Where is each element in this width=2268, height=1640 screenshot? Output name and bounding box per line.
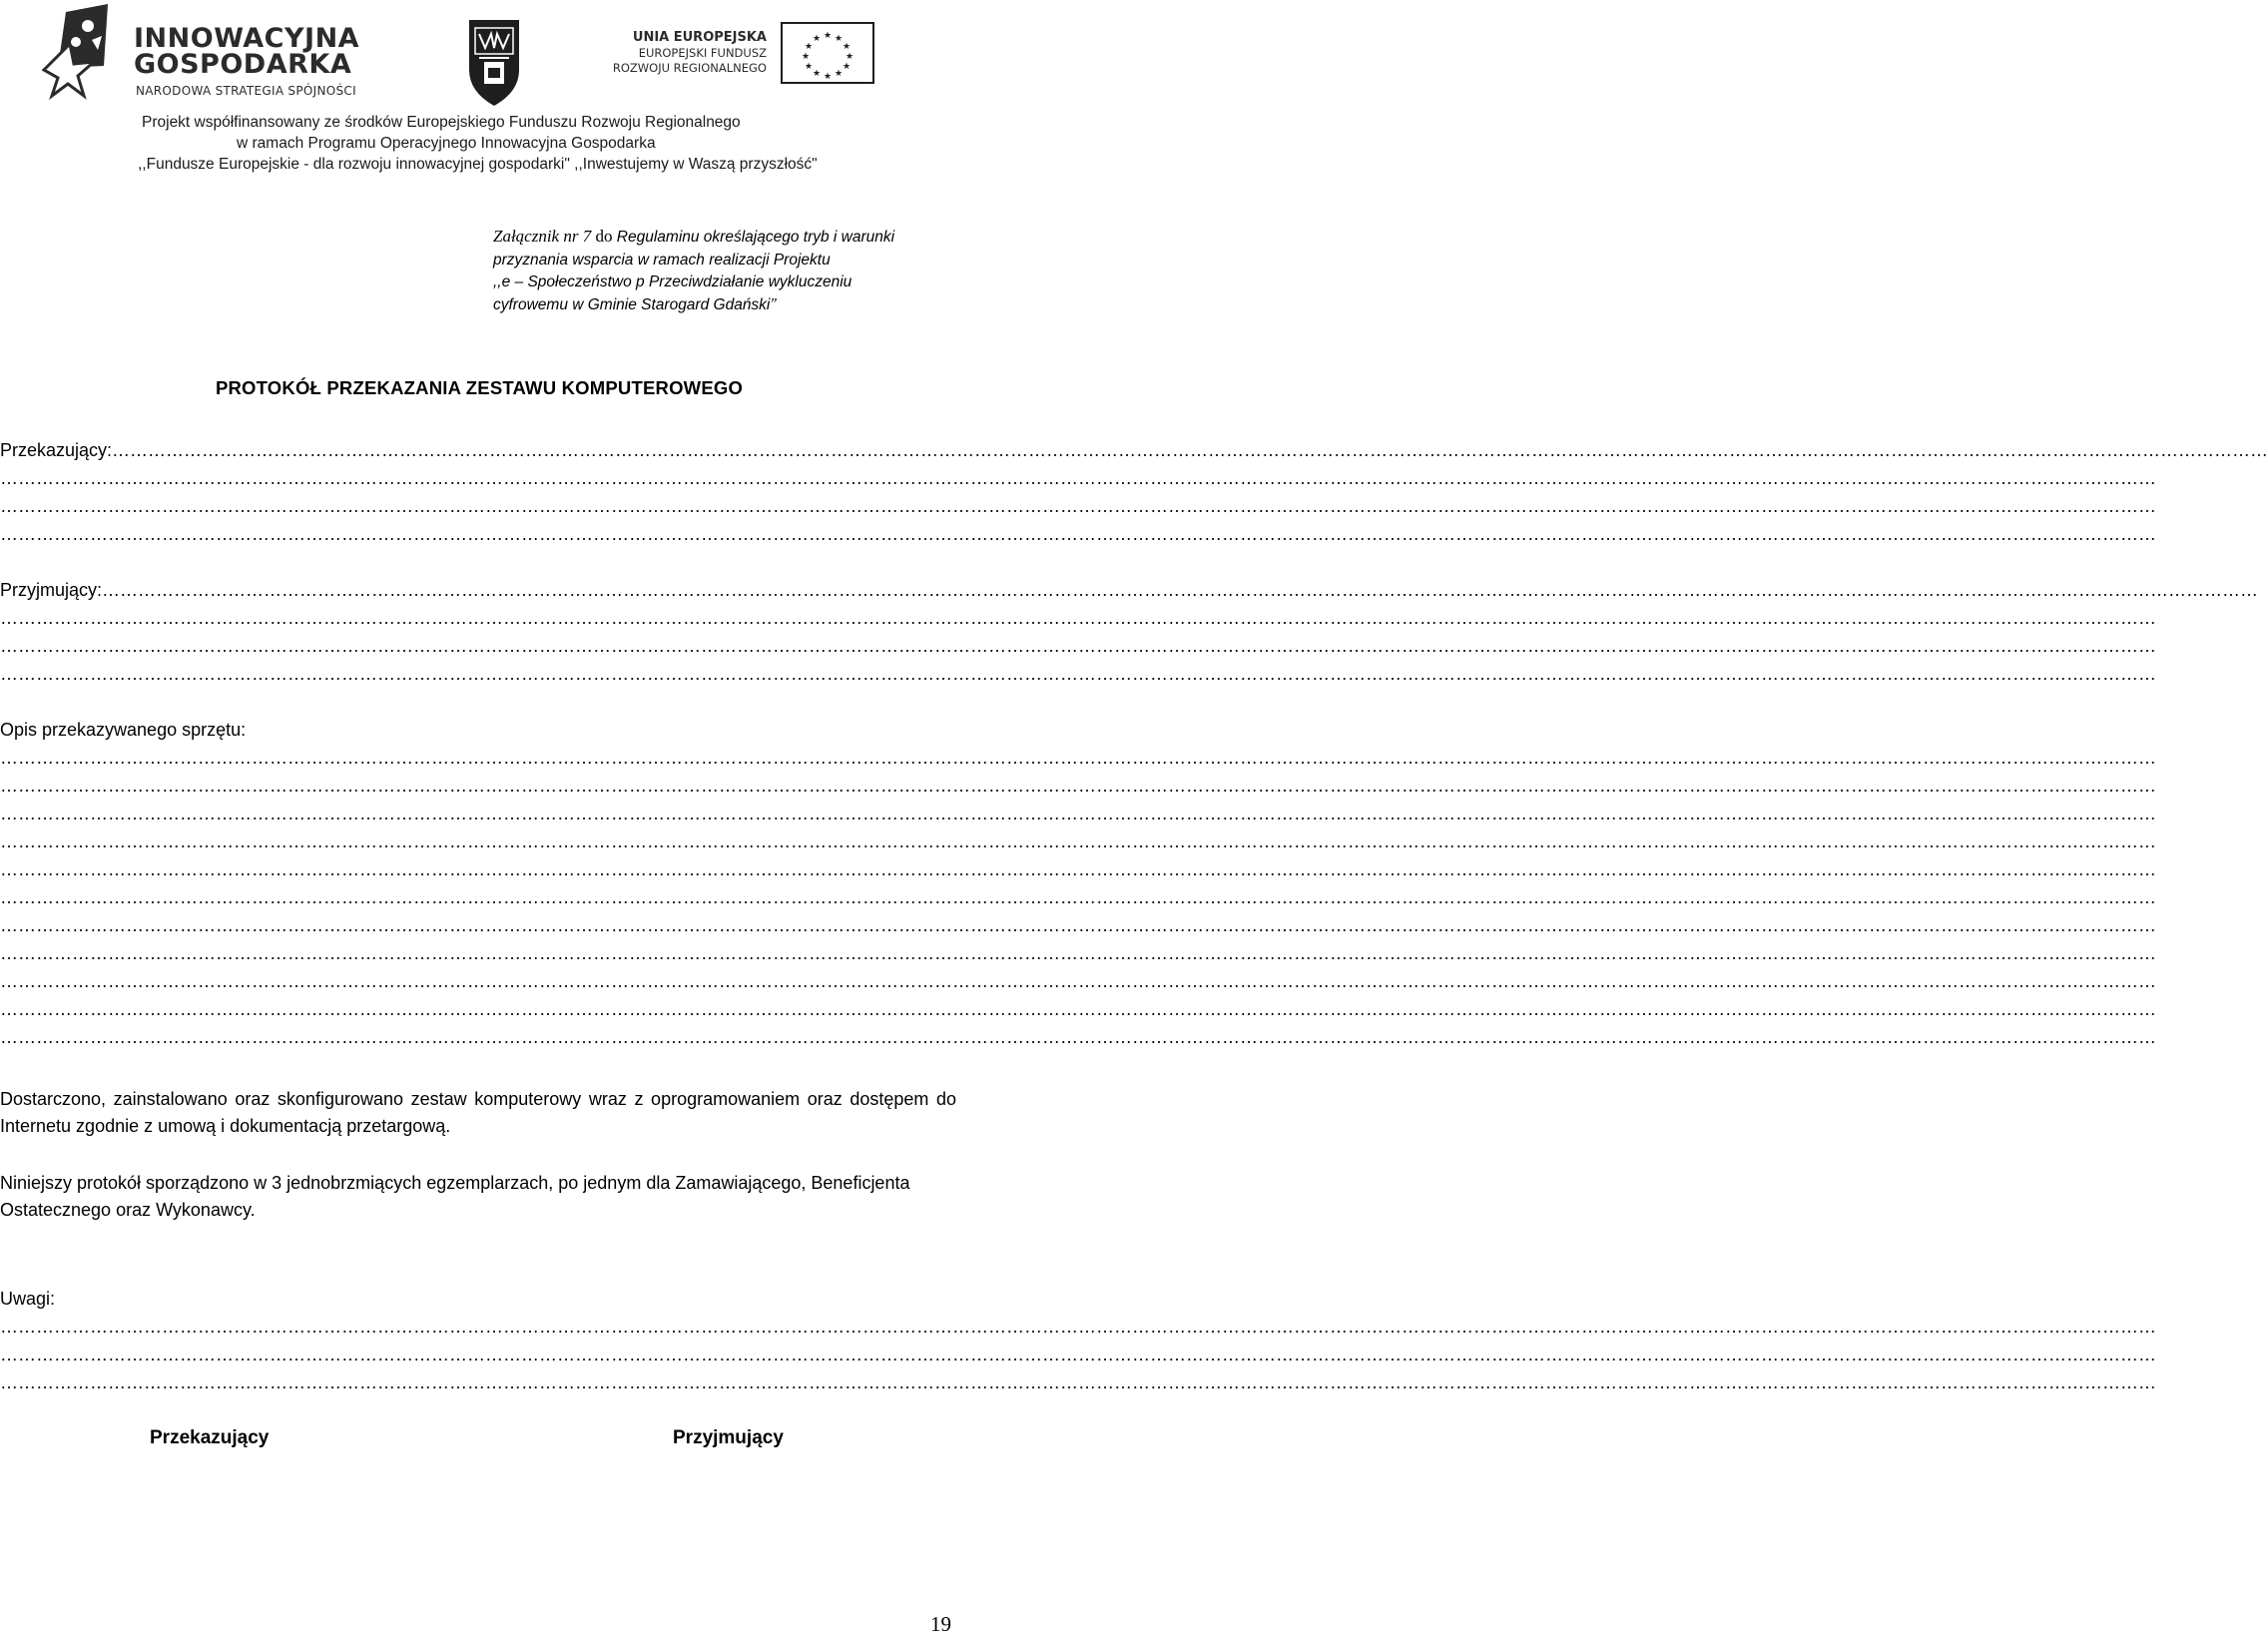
description-line[interactable]: ……………………………………………………………………………………………………………………………………………………………………………………………………………………………………………………………………………………………………………………………… [0, 776, 2156, 796]
svg-text:★: ★ [834, 69, 844, 79]
svg-text:★: ★ [812, 69, 822, 79]
funding-statement [138, 112, 841, 175]
description-line[interactable]: ……………………………………………………………………………………………………………………………………………………………………………………………………………………………………………………………………………………………………………………………… [0, 999, 2156, 1019]
description-line[interactable]: ……………………………………………………………………………………………………………………………………………………………………………………………………………………………………………………………………………………………………………………………… [0, 887, 2156, 907]
copies-statement: Niniejszy protokół sporządzono w 3 jednobrzmiących egzemplarzach, po jednym dla Zamawiającego, Beneficjenta Ostatecznego oraz Wykonawcy. [0, 1173, 910, 1220]
remarks-line[interactable]: ……………………………………………………………………………………………………………………………………………………………………………………………………………………………………………………………………………………………………………………………… [0, 1345, 2156, 1365]
funding-line-2: w ramach Programu Operacyjnego Innowacyjna Gospodarka [237, 135, 656, 152]
eu-flag-icon [781, 22, 874, 84]
remarks-label: Uwagi: [0, 1289, 56, 1309]
star-mark-icon [44, 4, 134, 100]
description-line[interactable]: ……………………………………………………………………………………………………………………………………………………………………………………………………………………………………………………………………………………………………………………………… [0, 971, 2156, 991]
transferor-line[interactable]: ……………………………………………………………………………………………………………………………………………………………………………………………………………………………………………………………………………………………………………………………… [0, 468, 2156, 488]
svg-text:★: ★ [812, 34, 822, 44]
transferor-field[interactable]: Przekazujący:……………………………………………………………………………………………………………………………………………………………………………………………………………………………………………………………………………………………………………………………… [0, 440, 2268, 460]
description-line[interactable]: ……………………………………………………………………………………………………………………………………………………………………………………………………………………………………………………………………………………………………………………………… [0, 1027, 2156, 1047]
svg-text:★: ★ [801, 52, 811, 62]
description-line[interactable]: ……………………………………………………………………………………………………………………………………………………………………………………………………………………………………………………………………………………………………………………………… [0, 943, 2156, 963]
svg-text:★: ★ [845, 52, 854, 62]
svg-text:★: ★ [804, 62, 814, 72]
recipient-signature-label: Przyjmujący [673, 1427, 784, 1448]
remarks-line[interactable]: ……………………………………………………………………………………………………………………………………………………………………………………………………………………………………………………………………………………………………………………………… [0, 1317, 2156, 1337]
svg-text:★: ★ [804, 42, 814, 52]
document-title: PROTOKÓŁ PRZEKAZANIA ZESTAWU KOMPUTEROWEGO [215, 377, 744, 398]
recipient-label: Przyjmujący: [0, 580, 103, 600]
description-line[interactable]: ……………………………………………………………………………………………………………………………………………………………………………………………………………………………………………………………………………………………………………………………… [0, 831, 2156, 851]
svg-text:★: ★ [834, 34, 844, 44]
funding-line-3: ,,Fundusze Europejskie - dla rozwoju innowacyjnej gospodarki" ,,Inwestujemy w Waszą przyszłość" [138, 156, 818, 173]
remarks-line[interactable]: ……………………………………………………………………………………………………………………………………………………………………………………………………………………………………………………………………………………………………………………………… [0, 1372, 2156, 1392]
transferor-line[interactable]: ……………………………………………………………………………………………………………………………………………………………………………………………………………………………………………………………………………………………………………………………… [0, 524, 2156, 544]
description-label: Opis przekazywanego sprzętu: [0, 720, 247, 740]
transferor-label: Przekazujący: [0, 440, 113, 460]
description-line[interactable]: ……………………………………………………………………………………………………………………………………………………………………………………………………………………………………………………………………………………………………………………………… [0, 915, 2156, 935]
recipient-line[interactable]: ……………………………………………………………………………………………………………………………………………………………………………………………………………………………………………………………………………………………………………………………… [0, 636, 2156, 656]
transferor-signature-label: Przekazujący [150, 1427, 270, 1448]
municipal-crest-icon [459, 14, 529, 110]
svg-text:★: ★ [823, 31, 833, 41]
recipient-field[interactable]: Przyjmujący:……………………………………………………………………………………………………………………………………………………………………………………………………………………………………………………………………………………………………………………………… [0, 580, 2259, 600]
program-logo-name: INNOWACYJNA GOSPODARKA [134, 23, 360, 80]
description-line[interactable]: ……………………………………………………………………………………………………………………………………………………………………………………………………………………………………………………………………………………………………………………………… [0, 748, 2156, 768]
svg-text:★: ★ [842, 62, 851, 72]
svg-text:★: ★ [823, 72, 833, 82]
transferor-line[interactable]: ……………………………………………………………………………………………………………………………………………………………………………………………………………………………………………………………………………………………………………………………… [0, 496, 2156, 516]
recipient-line[interactable]: ……………………………………………………………………………………………………………………………………………………………………………………………………………………………………………………………………………………………………………………………… [0, 664, 2156, 684]
description-line[interactable]: ……………………………………………………………………………………………………………………………………………………………………………………………………………………………………………………………………………………………………………………………… [0, 804, 2156, 823]
eu-fund-label: UNIA EUROPEJSKA EUROPEJSKI FUNDUSZ ROZWOJU REGIONALNEGO [612, 30, 767, 75]
annex-reference: Załącznik nr 7 do Regulaminu określającego tryb i warunki przyznania wsparcia w ramach realizacji Projektu ,,e – Społeczeństwo p Przeciwdziałanie wykluczeniu cyfrowemu w Gminie Starogard Gdański’’ [493, 227, 895, 313]
funding-line-1: Projekt współfinansowany ze środków Europejskiego Funduszu Rozwoju Regionalnego [142, 114, 741, 131]
delivery-statement: Dostarczono, zainstalowano oraz skonfigurowano zestaw komputerowy wraz z oprogramowaniem oraz dostępem do Internetu zgodnie z umową i dokumentacją przetargową. [0, 1089, 956, 1136]
page-number: 19 [930, 1612, 951, 1636]
description-line[interactable]: ……………………………………………………………………………………………………………………………………………………………………………………………………………………………………………………………………………………………………………………………… [0, 859, 2156, 879]
svg-text:★: ★ [842, 42, 851, 52]
innowacyjna-gospodarka-logo [44, 4, 363, 100]
recipient-line[interactable]: ……………………………………………………………………………………………………………………………………………………………………………………………………………………………………………………………………………………………………………………………… [0, 608, 2156, 628]
program-logo-subtitle: NARODOWA STRATEGIA SPÓJNOŚCI [136, 84, 356, 98]
